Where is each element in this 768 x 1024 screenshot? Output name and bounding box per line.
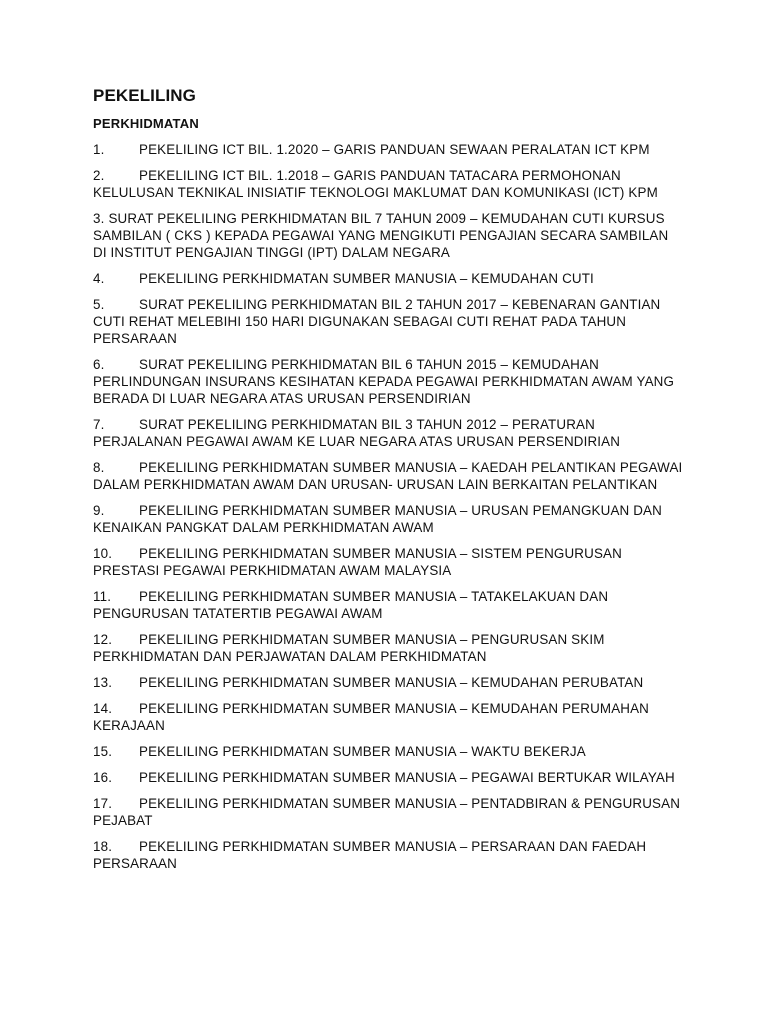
- list-item: [93, 459, 683, 493]
- list-item: [93, 588, 683, 622]
- list-item: [93, 838, 683, 872]
- list-item-text: PEKELILING PERKHIDMATAN SUMBER MANUSIA – PERSARAAN DAN FAEDAH PERSARAAN: [93, 839, 647, 871]
- list-item-number: 1.: [93, 142, 105, 157]
- list-item-number: 12.: [93, 632, 113, 647]
- list-item-text: PEKELILING PERKHIDMATAN SUMBER MANUSIA – TATAKELAKUAN DAN PENGURUSAN TATATERTIB PEGAWAI AWAM: [93, 589, 609, 621]
- list-item-number: 3.: [93, 211, 105, 226]
- list-item-number: 2.: [93, 168, 105, 183]
- list-item: [93, 167, 683, 201]
- list-item: [93, 356, 683, 407]
- list-item: [93, 545, 683, 579]
- list-item-number: 6.: [93, 357, 105, 372]
- list-item-text: SURAT PEKELILING PERKHIDMATAN BIL 7 TAHUN 2009 – KEMUDAHAN CUTI KURSUS SAMBILAN ( CKS ) KEPADA PEGAWAI YANG MENGIKUTI PENGAJIAN SECARA SAMBILAN DI INSTITUT PENGAJIAN TINGGI (IPT) DALAM NEGARA: [93, 211, 669, 260]
- list-item-text: SURAT PEKELILING PERKHIDMATAN BIL 6 TAHUN 2015 – KEMUDAHAN PERLINDUNGAN INSURANS KESIHATAN KEPADA PEGAWAI PERKHIDMATAN AWAM YANG BERADA DI LUAR NEGARA ATAS URUSAN PERSENDIRIAN: [93, 357, 675, 406]
- document-page: [93, 86, 683, 881]
- list-item-text: PEKELILING ICT BIL. 1.2020 – GARIS PANDUAN SEWAAN PERALATAN ICT KPM: [139, 142, 650, 157]
- list-item: [93, 769, 683, 786]
- list-item: [93, 502, 683, 536]
- list-item-number: 4.: [93, 271, 105, 286]
- list-item-text: PEKELILING PERKHIDMATAN SUMBER MANUSIA – PENGURUSAN SKIM PERKHIDMATAN DAN PERJAWATAN DALAM PERKHIDMATAN: [93, 632, 605, 664]
- list-item-number: 9.: [93, 503, 105, 518]
- list-item: [93, 416, 683, 450]
- list-item-text: PEKELILING PERKHIDMATAN SUMBER MANUSIA – PEGAWAI BERTUKAR WILAYAH: [139, 770, 675, 785]
- list-item-number: 5.: [93, 297, 105, 312]
- list-item: [93, 700, 683, 734]
- list-item-number: 11.: [93, 589, 112, 604]
- list-item-number: 17.: [93, 796, 113, 811]
- list-item-number: 10.: [93, 546, 113, 561]
- list-item-text: PEKELILING PERKHIDMATAN SUMBER MANUSIA – KEMUDAHAN PERUMAHAN KERAJAAN: [93, 701, 650, 733]
- list-item-text: SURAT PEKELILING PERKHIDMATAN BIL 2 TAHUN 2017 – KEBENARAN GANTIAN CUTI REHAT MELEBIHI 150 HARI DIGUNAKAN SEBAGAI CUTI REHAT PADA TAHUN PERSARAAN: [93, 297, 661, 346]
- list-item-number: 7.: [93, 417, 105, 432]
- list-item-text: PEKELILING PERKHIDMATAN SUMBER MANUSIA – WAKTU BEKERJA: [139, 744, 586, 759]
- list-item: [93, 795, 683, 829]
- list-item: [93, 270, 683, 287]
- list-item-number: 14.: [93, 701, 113, 716]
- list-item-number: 8.: [93, 460, 105, 475]
- list-item-number: 18.: [93, 839, 113, 854]
- list-item-text: PEKELILING PERKHIDMATAN SUMBER MANUSIA – KAEDAH PELANTIKAN PEGAWAI DALAM PERKHIDMATAN AWAM DAN URUSAN- URUSAN LAIN BERKAITAN PELANTIKAN: [93, 460, 683, 492]
- list-item-text: PEKELILING PERKHIDMATAN SUMBER MANUSIA – SISTEM PENGURUSAN PRESTASI PEGAWAI PERKHIDMATAN AWAM MALAYSIA: [93, 546, 622, 578]
- list-item: [93, 141, 683, 158]
- list-item-number: 15.: [93, 744, 113, 759]
- list-item-number: 13.: [93, 675, 113, 690]
- list-item-text: PEKELILING ICT BIL. 1.2018 – GARIS PANDUAN TATACARA PERMOHONAN KELULUSAN TEKNIKAL INISIATIF TEKNOLOGI MAKLUMAT DAN KOMUNIKASI (ICT) KPM: [93, 168, 658, 200]
- list-item-text: PEKELILING PERKHIDMATAN SUMBER MANUSIA – KEMUDAHAN PERUBATAN: [139, 675, 644, 690]
- list-item-number: 16.: [93, 770, 113, 785]
- list-item: [93, 631, 683, 665]
- document-title: PEKELILING: [93, 86, 197, 105]
- circular-list: [93, 141, 683, 872]
- list-item-text: SURAT PEKELILING PERKHIDMATAN BIL 3 TAHUN 2012 – PERATURAN PERJALANAN PEGAWAI AWAM KE LUAR NEGARA ATAS URUSAN PERSENDIRIAN: [93, 417, 621, 449]
- list-item-text: PEKELILING PERKHIDMATAN SUMBER MANUSIA – KEMUDAHAN CUTI: [139, 271, 594, 286]
- list-item-text: PEKELILING PERKHIDMATAN SUMBER MANUSIA – PENTADBIRAN & PENGURUSAN PEJABAT: [93, 796, 681, 828]
- list-item: [93, 210, 683, 261]
- list-item: [93, 296, 683, 347]
- list-item: [93, 743, 683, 760]
- list-item-text: PEKELILING PERKHIDMATAN SUMBER MANUSIA – URUSAN PEMANGKUAN DAN KENAIKAN PANGKAT DALAM PERKHIDMATAN AWAM: [93, 503, 662, 535]
- list-item: [93, 674, 683, 691]
- section-heading: PERKHIDMATAN: [93, 116, 199, 131]
